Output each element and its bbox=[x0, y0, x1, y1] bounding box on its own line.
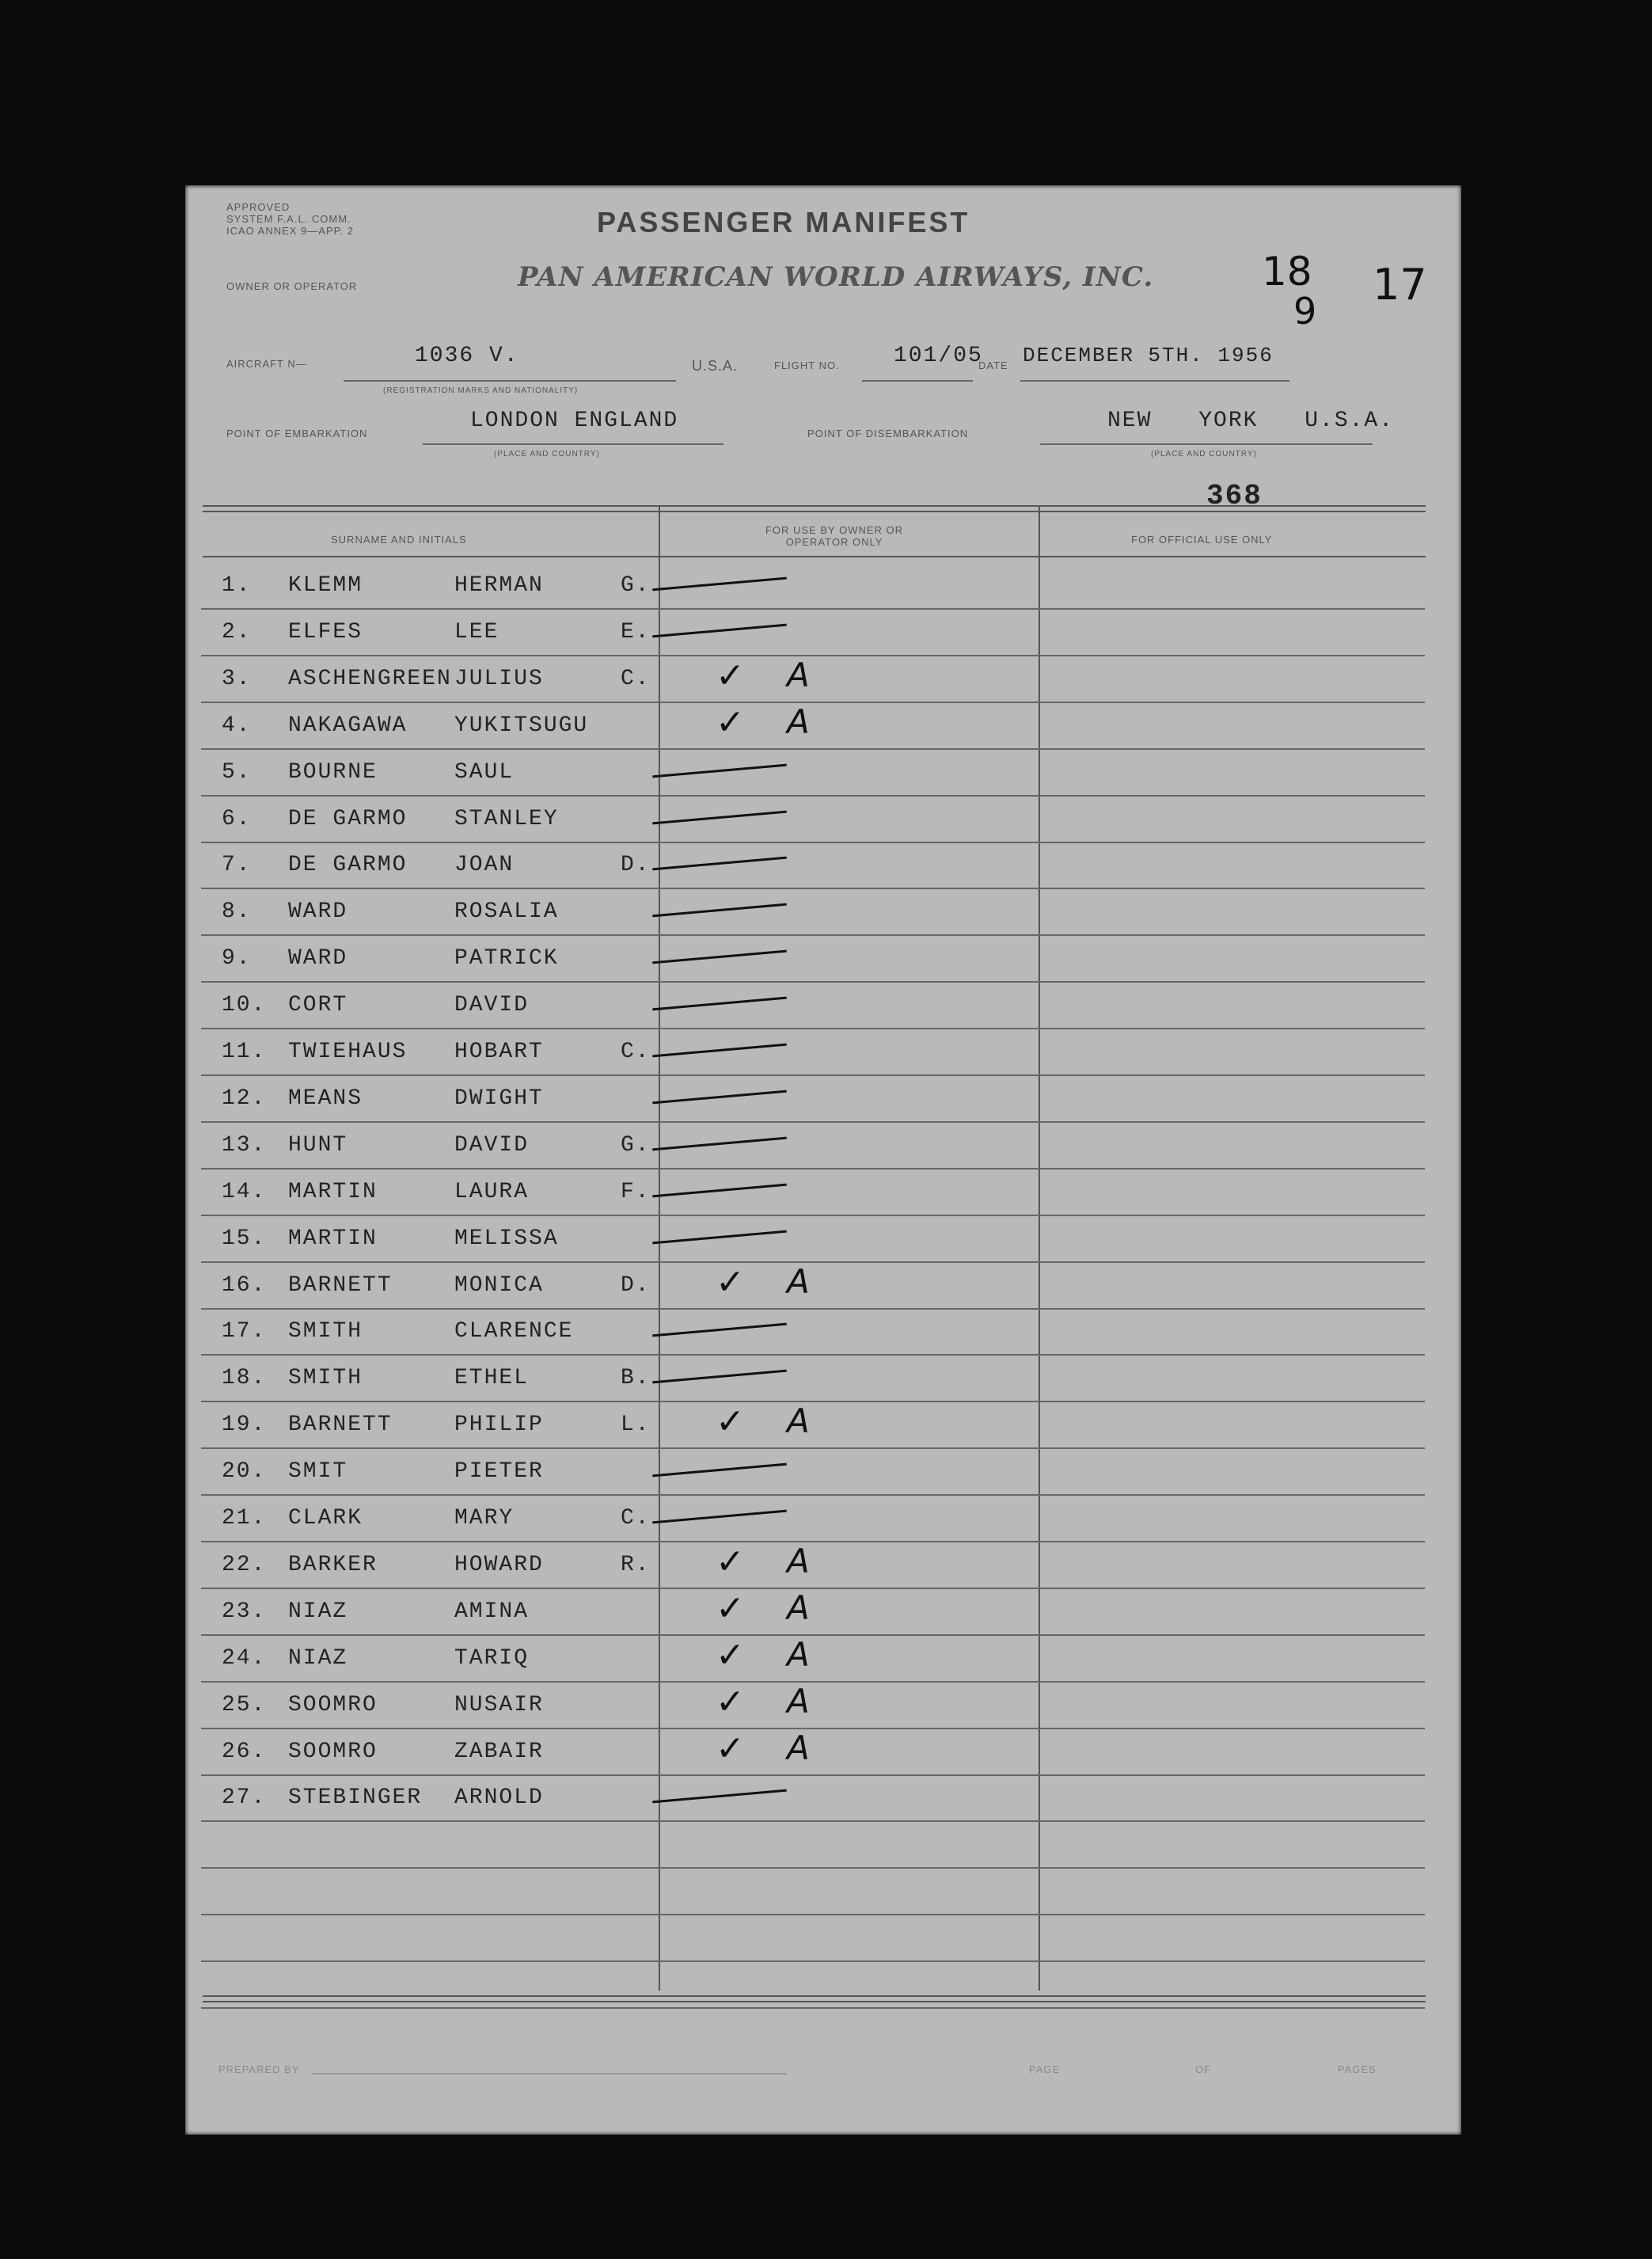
row-surname: NIAZ bbox=[288, 1599, 348, 1624]
tick-stroke bbox=[652, 997, 787, 1011]
row-surname: KLEMM bbox=[288, 573, 363, 598]
passenger-row bbox=[201, 1542, 1425, 1589]
system-text: SYSTEM F.A.L. COMM. bbox=[226, 213, 351, 225]
row-surname: STEBINGER bbox=[288, 1786, 423, 1811]
airline-name: PAN AMERICAN WORLD AIRWAYS, INC. bbox=[518, 261, 1154, 293]
row-initial: D. bbox=[621, 853, 651, 878]
passenger-row bbox=[201, 1169, 1425, 1216]
stamp-number: 368 bbox=[1206, 480, 1263, 512]
flight-underline bbox=[862, 380, 973, 382]
handwritten-top: 18 bbox=[1262, 249, 1312, 295]
tick-stroke bbox=[652, 1510, 787, 1524]
row-given-name: HERMAN bbox=[454, 573, 544, 598]
tick-stroke bbox=[652, 950, 787, 964]
flight-label: FLIGHT NO. bbox=[774, 359, 840, 371]
row-given-name: JULIUS bbox=[454, 666, 544, 691]
prepared-by-label: PREPARED BY bbox=[218, 2063, 300, 2075]
row-number: 23. bbox=[222, 1599, 267, 1624]
handwritten-right: 17 bbox=[1373, 260, 1427, 310]
row-given-name: JOAN bbox=[454, 853, 515, 878]
row-given-name: ROSALIA bbox=[454, 899, 559, 925]
tick-stroke bbox=[652, 857, 787, 871]
aircraft-label: AIRCRAFT N— bbox=[226, 358, 307, 370]
row-initial: G. bbox=[621, 573, 651, 598]
country-text: U.S.A. bbox=[692, 358, 739, 374]
check-mark: ✓ bbox=[716, 702, 745, 743]
passenger-row bbox=[201, 609, 1425, 656]
passenger-row bbox=[201, 702, 1425, 750]
check-mark: ✓ bbox=[716, 1634, 745, 1675]
row-surname: CORT bbox=[288, 993, 348, 1018]
tick-stroke bbox=[652, 1136, 787, 1150]
row-given-name: PATRICK bbox=[454, 946, 559, 972]
check-mark: ✓ bbox=[716, 1588, 745, 1629]
passenger-row bbox=[201, 1448, 1425, 1496]
date-underline bbox=[1020, 380, 1289, 382]
passenger-row bbox=[201, 656, 1425, 703]
row-surname: WARD bbox=[288, 946, 348, 972]
passenger-row bbox=[201, 1401, 1425, 1449]
row-surname: MEANS bbox=[288, 1086, 363, 1111]
row-number: 2. bbox=[222, 619, 252, 645]
row-initial: C. bbox=[621, 1506, 651, 1531]
empty-row bbox=[201, 1868, 1425, 1915]
row-given-name: PHILIP bbox=[454, 1413, 544, 1438]
a-mark: A bbox=[787, 1261, 810, 1301]
row-number: 26. bbox=[222, 1739, 267, 1764]
row-number: 11. bbox=[222, 1040, 267, 1064]
row-initial: R. bbox=[621, 1552, 651, 1577]
row-given-name: LEE bbox=[454, 619, 499, 645]
row-given-name: MARY bbox=[454, 1506, 515, 1531]
row-initial: L. bbox=[621, 1413, 651, 1438]
owner-label: OWNER OR OPERATOR bbox=[226, 280, 358, 292]
a-mark: A bbox=[787, 1588, 810, 1627]
header-rule bbox=[203, 505, 1426, 512]
row-number: 8. bbox=[222, 899, 252, 925]
flight-value: 101/05 bbox=[894, 344, 983, 368]
passenger-row bbox=[201, 1355, 1425, 1402]
row-surname: BARNETT bbox=[288, 1272, 393, 1298]
row-surname: DE GARMO bbox=[288, 806, 408, 831]
row-given-name: MONICA bbox=[454, 1272, 544, 1298]
row-number: 21. bbox=[222, 1506, 267, 1531]
empty-row bbox=[201, 1915, 1425, 1962]
row-given-name: STANLEY bbox=[454, 806, 559, 831]
tick-stroke bbox=[652, 1183, 787, 1197]
prepared-by-line bbox=[312, 2073, 787, 2075]
passenger-row bbox=[201, 1308, 1425, 1356]
row-number: 1. bbox=[222, 573, 252, 598]
of-label: OF bbox=[1195, 2063, 1212, 2075]
passenger-row bbox=[201, 1495, 1425, 1542]
row-given-name: DWIGHT bbox=[454, 1086, 544, 1111]
header-bottom-rule bbox=[203, 556, 1426, 557]
check-mark: ✓ bbox=[716, 1681, 745, 1722]
row-initial: C. bbox=[621, 666, 651, 691]
handwritten-mid: 9 bbox=[1293, 290, 1317, 333]
row-surname: NIAZ bbox=[288, 1645, 348, 1671]
row-number: 27. bbox=[222, 1786, 267, 1811]
a-mark: A bbox=[787, 1681, 810, 1721]
row-initial: D. bbox=[621, 1272, 651, 1298]
row-surname: WARD bbox=[288, 899, 348, 925]
passenger-row bbox=[201, 1728, 1425, 1776]
row-surname: BARKER bbox=[288, 1552, 378, 1577]
row-surname: MARTIN bbox=[288, 1179, 378, 1204]
passenger-row bbox=[201, 749, 1425, 797]
approved-text: APPROVED bbox=[226, 201, 291, 213]
passenger-row bbox=[201, 1029, 1425, 1076]
disembarkation-underline bbox=[1040, 443, 1373, 445]
pages-label: PAGES bbox=[1338, 2063, 1377, 2075]
approval-note bbox=[226, 201, 354, 237]
row-surname: DE GARMO bbox=[288, 853, 408, 878]
row-surname: MARTIN bbox=[288, 1226, 378, 1251]
tick-stroke bbox=[652, 577, 787, 591]
embarkation-value: LONDON ENGLAND bbox=[470, 409, 679, 433]
registration-note: (REGISTRATION MARKS AND NATIONALITY) bbox=[383, 386, 579, 395]
row-surname: SMITH bbox=[288, 1366, 363, 1391]
icao-text: ICAO ANNEX 9—APP. 2 bbox=[226, 225, 355, 237]
row-given-name: ARNOLD bbox=[454, 1786, 544, 1811]
row-number: 5. bbox=[222, 759, 252, 785]
row-number: 24. bbox=[222, 1645, 267, 1671]
passenger-row bbox=[201, 1215, 1425, 1263]
row-surname: ELFES bbox=[288, 619, 363, 645]
passenger-row bbox=[201, 796, 1425, 843]
a-mark: A bbox=[787, 1728, 810, 1767]
row-number: 16. bbox=[222, 1272, 267, 1298]
tick-stroke bbox=[652, 1463, 787, 1477]
row-initial: C. bbox=[621, 1040, 651, 1064]
row-initial: E. bbox=[621, 619, 651, 645]
row-surname: TWIEHAUS bbox=[288, 1040, 408, 1064]
row-given-name: PIETER bbox=[454, 1459, 544, 1485]
row-initial: F. bbox=[621, 1179, 651, 1204]
place-note-2: (PLACE AND COUNTRY) bbox=[1151, 450, 1257, 458]
date-value: DECEMBER 5TH. 1956 bbox=[1023, 344, 1274, 367]
empty-row bbox=[201, 1821, 1425, 1869]
row-number: 10. bbox=[222, 993, 267, 1018]
row-number: 25. bbox=[222, 1692, 267, 1717]
passenger-row bbox=[201, 935, 1425, 983]
row-number: 19. bbox=[222, 1413, 267, 1438]
row-surname: NAKAGAWA bbox=[288, 713, 408, 738]
row-number: 6. bbox=[222, 806, 252, 831]
check-mark: ✓ bbox=[716, 1261, 745, 1303]
page-label: PAGE bbox=[1029, 2063, 1061, 2075]
embarkation-label: POINT OF EMBARKATION bbox=[226, 428, 368, 439]
tick-stroke bbox=[652, 1044, 787, 1058]
col-surname-header: SURNAME AND INITIALS bbox=[331, 534, 467, 546]
row-initial: G. bbox=[621, 1132, 651, 1158]
row-surname: BARNETT bbox=[288, 1413, 393, 1438]
row-surname: SOOMRO bbox=[288, 1739, 378, 1764]
check-mark: ✓ bbox=[716, 1401, 745, 1443]
row-given-name: DAVID bbox=[454, 993, 530, 1018]
row-surname: SOOMRO bbox=[288, 1692, 378, 1717]
aircraft-underline bbox=[344, 380, 676, 382]
place-note-1: (PLACE AND COUNTRY) bbox=[494, 450, 600, 458]
row-surname: ASCHENGREEN bbox=[288, 666, 452, 691]
row-given-name: ZABAIR bbox=[454, 1739, 544, 1764]
row-given-name: HOWARD bbox=[454, 1552, 544, 1577]
passenger-row bbox=[201, 1262, 1425, 1310]
row-given-name: NUSAIR bbox=[454, 1692, 544, 1717]
tick-stroke bbox=[652, 1789, 787, 1804]
passenger-row bbox=[201, 1075, 1425, 1123]
row-number: 17. bbox=[222, 1319, 267, 1344]
tick-stroke bbox=[652, 1230, 787, 1244]
row-number: 4. bbox=[222, 713, 252, 738]
a-mark: A bbox=[787, 702, 810, 741]
passenger-row bbox=[201, 842, 1425, 889]
passenger-row bbox=[201, 562, 1425, 610]
row-surname: SMITH bbox=[288, 1319, 363, 1344]
row-given-name: SAUL bbox=[454, 759, 515, 785]
row-given-name: YUKITSUGU bbox=[454, 713, 589, 738]
a-mark: A bbox=[787, 1634, 810, 1674]
row-number: 12. bbox=[222, 1086, 267, 1111]
tick-stroke bbox=[652, 1323, 787, 1337]
row-given-name: ETHEL bbox=[454, 1366, 530, 1391]
row-given-name: TARIQ bbox=[454, 1645, 530, 1671]
row-number: 18. bbox=[222, 1366, 267, 1391]
row-given-name: MELISSA bbox=[454, 1226, 559, 1251]
aircraft-value: 1036 V. bbox=[415, 344, 519, 368]
passenger-row bbox=[201, 1122, 1425, 1169]
check-mark: ✓ bbox=[716, 655, 745, 696]
row-number: 14. bbox=[222, 1179, 267, 1204]
row-surname: SMIT bbox=[288, 1459, 348, 1485]
form-title: PASSENGER MANIFEST bbox=[597, 206, 970, 238]
row-given-name: AMINA bbox=[454, 1599, 530, 1624]
row-number: 3. bbox=[222, 666, 252, 691]
passenger-row bbox=[201, 1774, 1425, 1822]
row-number: 15. bbox=[222, 1226, 267, 1251]
row-initial: B. bbox=[621, 1366, 651, 1391]
row-surname: BOURNE bbox=[288, 759, 378, 785]
manifest-page bbox=[185, 185, 1461, 2135]
tick-stroke bbox=[652, 903, 787, 918]
a-mark: A bbox=[787, 1541, 810, 1580]
disembarkation-label: POINT OF DISEMBARKATION bbox=[807, 428, 969, 439]
row-surname: HUNT bbox=[288, 1132, 348, 1158]
row-given-name: HOBART bbox=[454, 1040, 544, 1064]
tick-stroke bbox=[652, 623, 787, 637]
row-surname: CLARK bbox=[288, 1506, 363, 1531]
passenger-row bbox=[201, 1588, 1425, 1636]
passenger-row bbox=[201, 888, 1425, 936]
passenger-row bbox=[201, 1635, 1425, 1683]
row-number: 7. bbox=[222, 853, 252, 878]
col-official-header: FOR OFFICIAL USE ONLY bbox=[1131, 534, 1273, 546]
a-mark: A bbox=[787, 1401, 810, 1441]
row-number: 9. bbox=[222, 946, 252, 972]
row-given-name: LAURA bbox=[454, 1179, 530, 1204]
footer-rule bbox=[203, 1995, 1426, 2002]
a-mark: A bbox=[787, 655, 810, 694]
disembarkation-value: NEW YORK U.S.A. bbox=[1107, 409, 1395, 433]
row-number: 22. bbox=[222, 1552, 267, 1577]
date-label: DATE bbox=[978, 359, 1008, 371]
tick-stroke bbox=[652, 1370, 787, 1384]
passenger-row bbox=[201, 982, 1425, 1029]
row-given-name: CLARENCE bbox=[454, 1319, 574, 1344]
passenger-row bbox=[201, 1682, 1425, 1729]
row-number: 13. bbox=[222, 1132, 267, 1158]
row-given-name: DAVID bbox=[454, 1132, 530, 1158]
col-operator-header: FOR USE BY OWNER OR OPERATOR ONLY bbox=[765, 524, 904, 548]
check-mark: ✓ bbox=[716, 1728, 745, 1769]
tick-stroke bbox=[652, 1090, 787, 1104]
embarkation-underline bbox=[423, 443, 723, 445]
row-number: 20. bbox=[222, 1459, 267, 1485]
tick-stroke bbox=[652, 763, 787, 778]
tick-stroke bbox=[652, 810, 787, 824]
check-mark: ✓ bbox=[716, 1541, 745, 1582]
